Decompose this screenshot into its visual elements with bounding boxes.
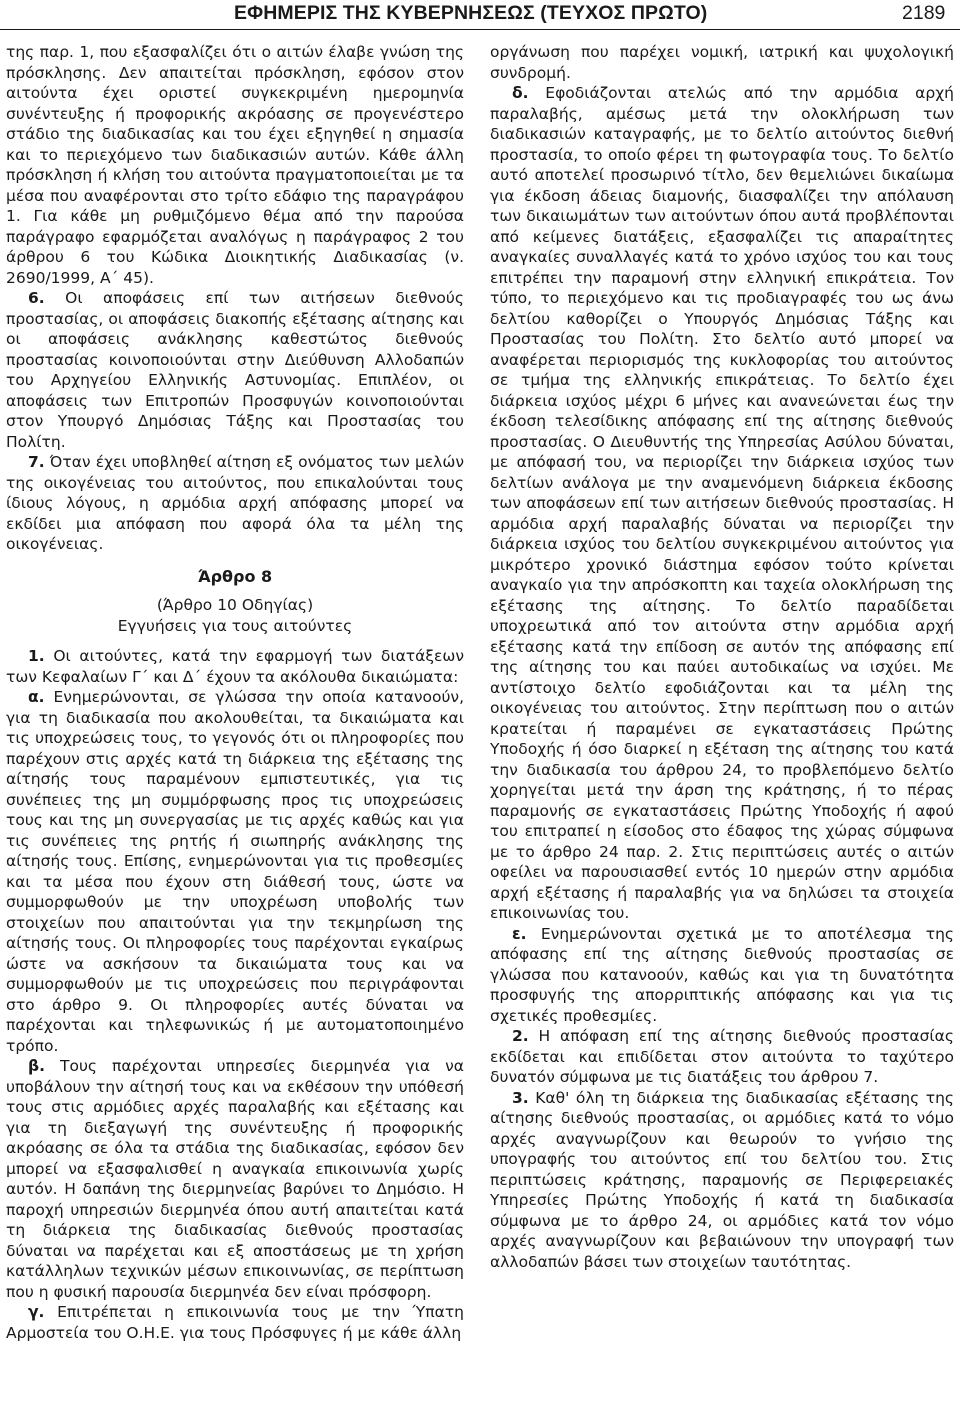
article-title: Άρθρο 8 [197,566,273,586]
item-epsilon [490,924,954,1027]
page-header [0,0,960,30]
item-text: Τους παρέχονται υπηρεσίες διερμηνέα για να υποβάλουν την αίτησή τους και να εκθέσουν την υπόθεσή τους στις αρμόδιες αρχές παραλαβής και εξέτασης και για τη διεξαγωγή της συνέντευξης ή προφορικής ακρόασης σε όλα τα στάδια της διαδικασίας, εφόσον δεν μπορεί να εξασφαλισθεί η αναγκαία επικοινωνία χωρίς αυτόν. Η δαπάνη της διερμηνείας βαρύνει το Δημόσιο. Η παροχή υπηρεσιών διερμηνέα όπου αυτή απαιτείται κατά τη διάρκεια της διαδικασίας διεθνούς προστασίας δύναται να παρέχεται και εξ αποστάσεως με τη χρήση κατάλληλων τεχνικών μέσων επικοινωνίας, σε περίπτωση που η φυσική παρουσία διερμηνέα δεν είναι πρόσφορη. [6,1057,464,1301]
article-reference: (Άρθρο 10 Οδηγίας) [156,596,314,614]
item-text: Ενημερώνονται σχετικά με το αποτέλεσμα της απόφασης επί της αίτησης διεθνούς προστασίας σε γλώσσα που κατανοούν, καθώς και για τη δυνατότητα προσφυγής της απορριπτικής απόφασης και για τις σχετικές προθεσμίες. [490,924,954,1025]
paragraph-7 [6,452,464,555]
header-divider [0,29,960,30]
paragraph-number: 1. [28,647,45,665]
item-letter: δ. [512,84,529,102]
item-alpha [6,687,464,1056]
paragraph-number: 6. [28,289,45,307]
paragraph-text: Όταν έχει υποβληθεί αίτηση εξ ονόματος των μελών της οικογένειας του αιτούντος, που επικαλούνται τους ίδιους λόγους, η αρμόδια αρχή απόφασης μπορεί να εκδίδει μια απόφαση που αφορά όλα τα μέλη της οικογένειας. [6,453,464,553]
item-letter: α. [28,688,45,706]
gazette-title: ΕΦΗΜΕΡΙΣ ΤΗΣ ΚΥΒΕΡΝΗΣΕΩΣ (ΤΕΥΧΟΣ ΠΡΩΤΟ) [234,2,708,24]
paragraph-2 [490,1026,954,1088]
paragraph-number: 3. [512,1088,529,1107]
paragraph-3 [490,1088,954,1273]
paragraph-text: Καθ' όλη τη διάρκεια της διαδικασίας εξέτασης της αίτησης διεθνούς προστασίας, οι αρμόδιες κατά το νόμο αρχές αναγνωρίζουν και θεωρούν το γνήσιο της υπογραφής του αιτούντος επί του δελτίου του. Στις περιπτώσεις κράτησης, παραμονής σε Περιφερειακές Υπηρεσίες Πρώτης Υποδοχής ή κατά τη διαδικασία σύμφωνα με το άρθρο 24, οι αρμόδιες κατά τον νόμο αρχές αναγνωρίζουν και βεβαιώνουν την υπογραφή των αλλοδαπών βάσει των στοιχείων ταυτότητας. [490,1088,954,1271]
paragraph-number: 2. [512,1027,529,1045]
item-text: Εφοδιάζονται ατελώς από την αρμόδια αρχή παραλαβής, αμέσως μετά την ολοκλήρωση των διαδικασιών καταγραφής, με το δελτίο αιτούντος διεθνή προστασία, το οποίο φέρει τη φωτογραφία τους. Το δελτίο αυτό αποτελεί προσωρινό τίτλο, δεν θεμελιώνει δικαίωμα για έκδοση άδειας διαμονής, διασφαλίζει την απόλαυση των δικαιωμάτων των αιτούντων όπου αυτά προβλέπονται από κείμενες διατάξεις, εξασφαλίζει τις απαραίτητες αναγκαίες συναλλαγές κατά το χρόνο ισχύος του και τους επιτρέπει την παραμονή στην ελληνική επικράτεια. Τον τύπο, το περιεχόμενο και τις προδιαγραφές του ως άνω δελτίου καθορίζει ο Υπουργός Δημόσιας Τάξης και Προστασίας του Πολίτη. Στο δελτίο αυτό μπορεί να αναφέρεται περιορισμός της κυκλοφορίας του αιτούντος σε τμήμα της ελληνικής επικράτειας. Το δελτίο έχει διάρκεια ισχύος μέχρι 6 μήνες και ανανεώνεται έως την έκδοση τελεσίδικης απόφασης επί της αίτησης διεθνούς προστασίας. Ο Διευθυντής της Υπηρεσίας Ασύλου δύναται, με απόφασή του, να περιορίζει την διάρκεια ισχύος των δελτίων ανάλογα με την αναμενόμενη διάρκεια έκδοσης των αποφάσεων επί των αιτήσεων διεθνούς προστασίας. Η αρμόδια αρχή παραλαβής δύναται να περιορίζει την διάρκεια ισχύος του δελτίου συγκεκριμένου αιτούντος για μικρότερο χρονικό διάστημα εφόσον τούτο κρίνεται αναγκαίο για την απρόσκοπτη και ταχεία ολοκλήρωση της εξέτασης της αίτησης. Το δελτίο παραδίδεται υποχρεωτικά από τον αιτούντα στην αρμόδια αρχή εξέτασης κατά την επίδοση σε αυτόν της απόφασης επί της αίτησης του και παύει αυτοδικαίως να ισχύει. Με αντίστοιχο δελτίο εφοδιάζονται και τα μέλη της οικογένειας του αιτούντος. Στην περίπτωση που ο αιτών κρατείται ή παραμένει σε εγκαταστάσεις Πρώτης Υποδοχής ή όσο διαρκεί η εξέταση της αίτησης του κατά την διαδικασία του άρθρου 24, το προβλεπόμενο δελτίο χορηγείται μετά την άρση της κράτησης, ή το πέρας παραμονής σε εγκαταστάσεις Πρώτης Υποδοχής ή αφού του επιτραπεί η είσοδος στο έδαφος της χώρας σύμφωνα με το άρθρο 24 παρ. 2. Στις περιπτώσεις αυτές ο αιτών οφείλει να παρουσιασθεί εντός 10 ημερών στην αρμόδια αρχή εξέτασης ή παραλαβής για να δηλώσει τα στοιχεία επικοινωνίας του. [490,84,954,922]
item-beta [6,1056,464,1302]
article-heading: Εγγυήσεις για τους αιτούντες [117,616,353,635]
right-column [490,42,954,1272]
paragraph-6 [6,288,464,452]
item-delta [490,83,954,924]
item-letter: ε. [512,924,527,943]
left-column [6,42,464,1343]
item-text: Ενημερώνονται, σε γλώσσα την οποία κατανοούν, για τη διαδικασία που ακολουθείται, τα δικαιώματα και τις υποχρεώσεις τους, το γεγονός ότι οι πληροφορίες που παρέχουν στις αρχές κατά τη διάρκεια της εξέτασης της αίτησής τους παραμένουν εμπιστευτικές, για τις συνέπειες της μη συμμόρφωσης προς τις υποχρεώσεις τους και της μη συνεργασίας με τις αρχές καθώς και για τις συνέπειες της ρητής ή σιωπηρής ανάκλησης της αίτησής τους. Επίσης, ενημερώνονται για τις προθεσμίες και τα μέσα που έχουν στη διάθεσή τους, ώστε να συμμορφωθούν με την υποχρέωση υποβολής των στοιχείων που απαιτούνται για την τεκμηρίωση της αίτησής τους. Οι πληροφορίες τους παρέχονται εγκαίρως ώστε να ασκήσουν τα δικαιώματα τους και να συμμορφωθούν με τις υποχρεώσεις που περιγράφονται στο άρθρο 9. Οι πληροφορίες αυτές δύναται να παρέχονται και τηλεφωνικώς ή με αυτοματοποιημένο τρόπο. [6,688,464,1055]
item-text: Επιτρέπεται η επικοινωνία τους με την Ύπατη Αρμοστεία του Ο.Η.Ε. για τους Πρόσφυγες ή με κάθε άλλη [6,1303,464,1342]
paragraph-text: Οι αιτούντες, κατά την εφαρμογή των διατάξεων των Κεφαλαίων Γ΄ και Δ΄ έχουν τα ακόλουθα δικαιώματα: [6,647,464,686]
paragraph-continuation: οργάνωση που παρέχει νομική, ιατρική και ψυχολογική συνδρομή. [490,43,954,82]
paragraph-1 [6,646,464,687]
paragraph-continuation: της παρ. 1, που εξασφαλίζει ότι ο αιτών έλαβε γνώση της πρόσκλησης. Δεν απαιτείται πρόσκληση, εφόσον στον αιτούντα έχει οριστεί συγκεκριμένη ημερομηνία συνέντευξης ή προφορικής ακρόασης σε προγενέστερο στάδιο της διαδικασίας και του έχει εξηγηθεί η σημασία και το περιεχόμενο των διαδικασιών αυτών. Κάθε άλλη πρόσκληση ή κλήση του αιτούντα πραγματοποιείται με τα μέσα που αναφέρονται στο τρίτο εδάφιο της παραγράφου 1. Για κάθε μη ρυθμιζόμενο θέμα από την παρούσα παράγραφο εφαρμόζεται αναλόγως η παράγραφος 2 του άρθρου 6 του Κώδικα Διοικητικής Διαδικασίας (ν. 2690/1999, Α΄ 45). [6,43,464,287]
item-letter: γ. [28,1303,45,1321]
paragraph-number: 7. [28,453,45,471]
item-letter: β. [28,1057,45,1075]
item-gamma [6,1302,464,1343]
page-number: 2189 [902,2,946,24]
paragraph-text: Η απόφαση επί της αίτησης διεθνούς προστασίας εκδίδεται και επιδίδεται στον αιτούντα το ταχύτερο δυνατόν σύμφωνα με τις διατάξεις του άρθρου 7. [490,1027,954,1086]
paragraph-text: Οι αποφάσεις επί των αιτήσεων διεθνούς προστασίας, οι αποφάσεις διακοπής εξέτασης αίτησης και οι αποφάσεις ανάκλησης καθεστώτος διεθνούς προστασίας κοινοποιούνται στην Διεύθυνση Αλλοδαπών του Αρχηγείου Ελληνικής Αστυνομίας. Επιπλέον, οι αποφάσεις των Επιτροπών Προσφυγών κοινοποιούνται στον Υπουργό Δημόσιας Τάξης και Προστασίας του Πολίτη. [6,289,464,451]
